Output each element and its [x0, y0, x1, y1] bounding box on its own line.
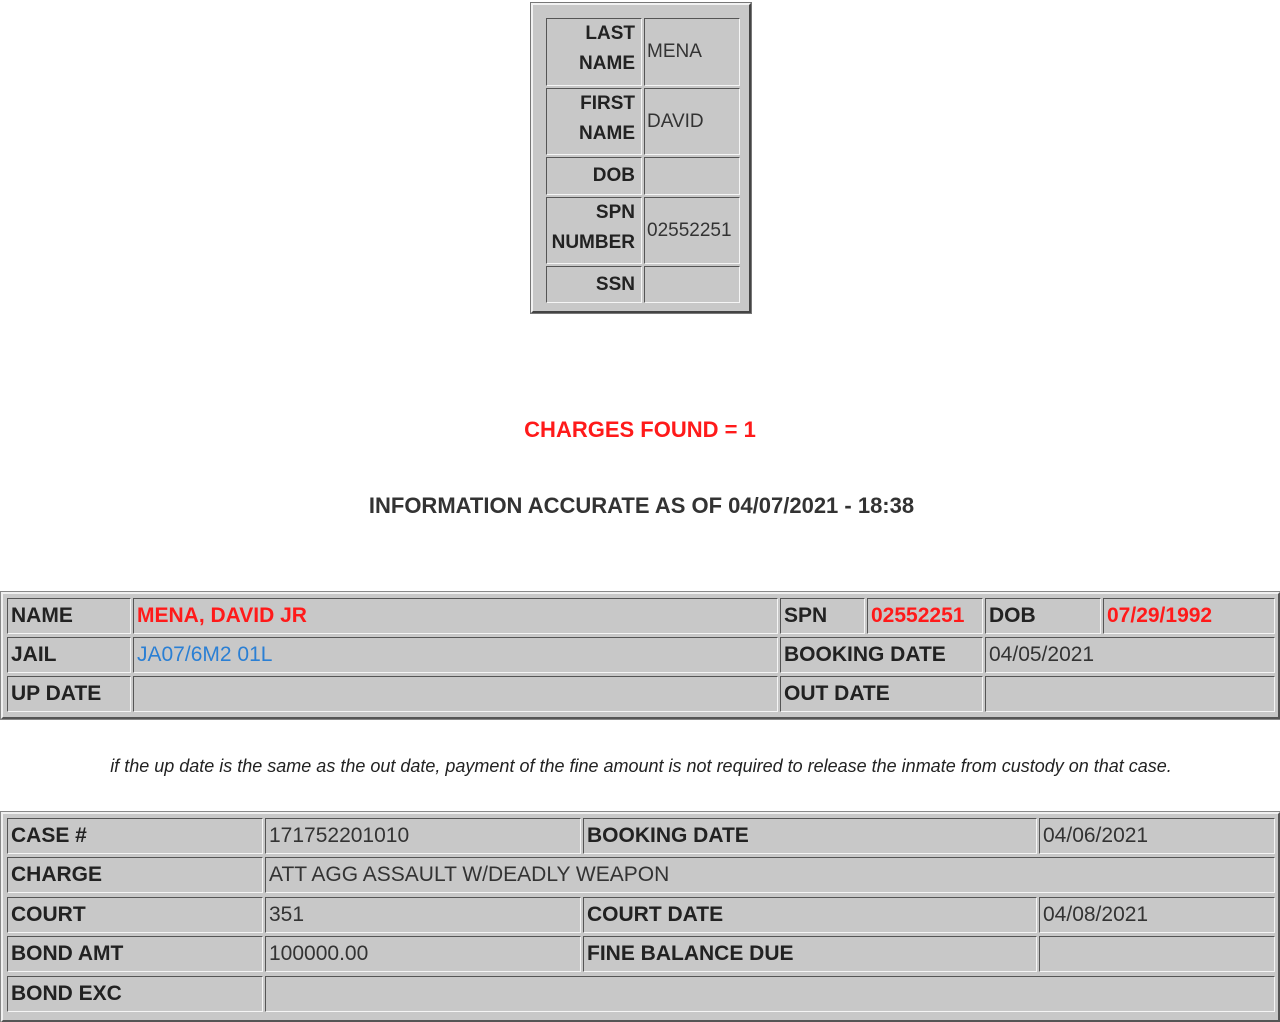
charge-value: ATT AGG ASSAULT W/DEADLY WEAPON — [265, 857, 1275, 893]
spn-number-value — [644, 197, 740, 264]
spn-number-label — [546, 197, 642, 264]
first-name-label — [546, 88, 642, 155]
inmate-spn-label: SPN — [780, 598, 865, 634]
last-name-text: MENA — [647, 41, 702, 62]
case-info-table — [1, 812, 1280, 1022]
spn-label-line2: NUMBER — [551, 232, 635, 253]
search-dob-value — [644, 157, 740, 195]
last-name-label-line2: NAME — [579, 53, 635, 74]
ssn-label-text: SSN — [595, 273, 635, 295]
case-booking-date-value: 04/06/2021 — [1039, 818, 1275, 854]
first-name-label-line1: FIRST — [580, 93, 635, 114]
inmate-name-value: MENA, DAVID JR — [133, 598, 778, 634]
charges-found-heading: CHARGES FOUND = 1 — [524, 417, 756, 442]
court-value: 351 — [265, 897, 581, 933]
fine-balance-due-label: FINE BALANCE DUE — [583, 936, 1037, 972]
out-date-label: OUT DATE — [780, 676, 983, 712]
fine-balance-due-value — [1039, 936, 1275, 972]
jail-location-link[interactable]: JA07/6M2 01L — [133, 637, 778, 673]
inmate-info-table — [1, 592, 1280, 719]
bond-amount-label: BOND AMT — [7, 936, 263, 972]
out-date-value — [985, 676, 1275, 712]
inmate-spn-value: 02552251 — [867, 598, 983, 634]
search-criteria-box — [531, 3, 751, 313]
ssn-value — [644, 266, 740, 303]
ssn-label — [546, 266, 642, 303]
spn-label-line1: SPN — [595, 202, 635, 223]
up-date-value — [133, 676, 778, 712]
inmate-dob-label: DOB — [985, 598, 1101, 634]
jail-label: JAIL — [7, 637, 131, 673]
spn-number-text: 02552251 — [647, 219, 732, 241]
fine-payment-note: if the up date is the same as the out date, payment of the fine amount is not required to release the inmate from custody on that case. — [110, 756, 1172, 776]
search-dob-label — [546, 157, 642, 195]
bond-exception-label: BOND EXC — [7, 976, 263, 1012]
court-date-value: 04/08/2021 — [1039, 897, 1275, 933]
bond-exception-value — [265, 976, 1275, 1012]
inmate-booking-date-value: 04/05/2021 — [985, 637, 1275, 673]
last-name-label-line1: LAST — [585, 23, 635, 44]
case-booking-date-label: BOOKING DATE — [583, 818, 1037, 854]
case-number-label: CASE # — [7, 818, 263, 854]
bond-amount-value: 100000.00 — [265, 936, 581, 972]
court-label: COURT — [7, 897, 263, 933]
last-name-value — [644, 18, 740, 86]
accuracy-timestamp-heading: INFORMATION ACCURATE AS OF 04/07/2021 - 18:38 — [368, 493, 915, 518]
first-name-label-line2: NAME — [579, 123, 635, 144]
inmate-dob-value: 07/29/1992 — [1103, 598, 1275, 634]
first-name-value — [644, 88, 740, 155]
inmate-booking-date-label: BOOKING DATE — [780, 637, 983, 673]
last-name-label — [546, 18, 642, 86]
court-date-label: COURT DATE — [583, 897, 1037, 933]
search-dob-label-text: DOB — [592, 165, 635, 186]
inmate-name-label: NAME — [7, 598, 131, 634]
up-date-label: UP DATE — [7, 676, 131, 712]
first-name-text: DAVID — [647, 110, 704, 132]
charge-label: CHARGE — [7, 857, 263, 893]
case-number-value: 171752201010 — [265, 818, 581, 854]
